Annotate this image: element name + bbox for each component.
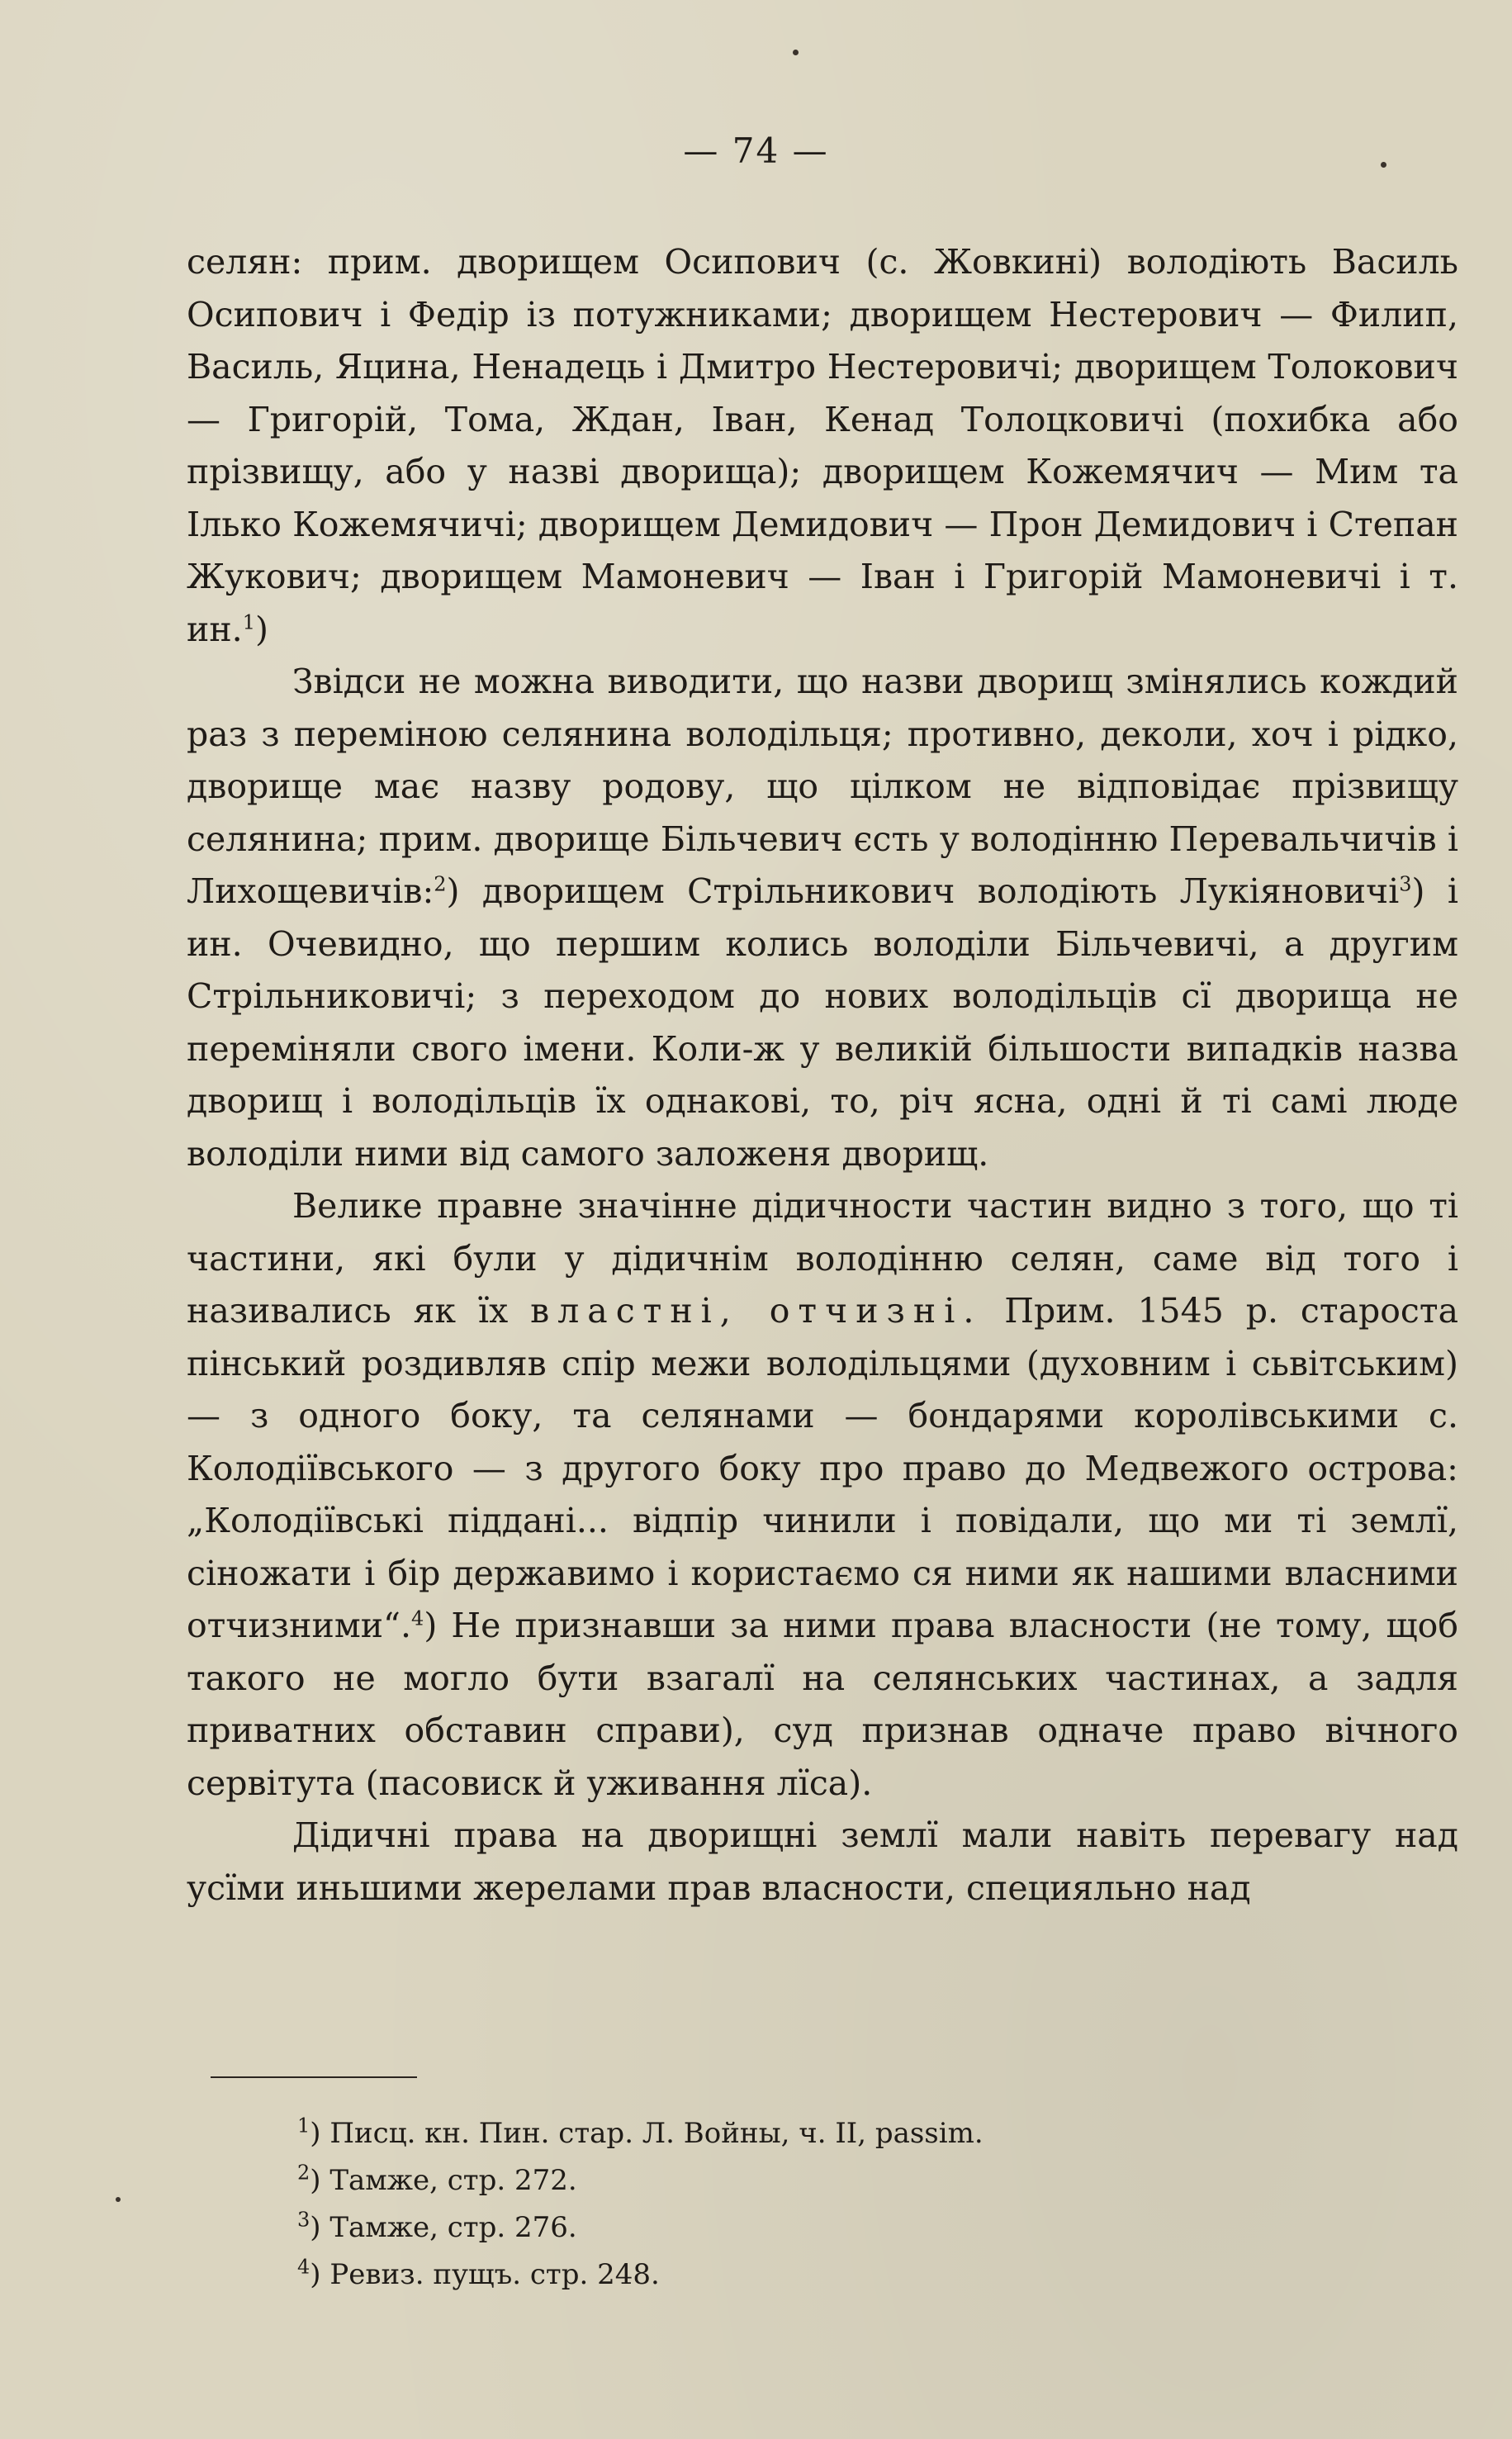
paragraph-4-text: Дідичні права на дворищні землї мали навіть перевагу над усїми иньшими жерелами прав власности, специяльно над <box>187 1815 1458 1908</box>
footnote-text: ) Тамже, стр. 276. <box>310 2211 577 2244</box>
footnote-mark: 2 <box>297 2161 310 2185</box>
footnote-text: ) Ревиз. пущъ. стр. 248. <box>310 2258 660 2291</box>
footnote-mark: 1 <box>297 2114 310 2138</box>
paragraph-4 <box>187 1810 1458 1915</box>
ink-speck <box>793 50 799 55</box>
ink-speck <box>116 2197 121 2202</box>
body-text <box>187 236 1458 1915</box>
paragraph-3-text-a: Велике правне значінне дідичности частин видно з того, що ті частини, які були у дідичнім володінню селян, саме від того і називались як їх <box>187 1186 1458 1331</box>
footnote-2 <box>297 2157 1371 2204</box>
footnote-1 <box>297 2110 1371 2157</box>
paragraph-3 <box>187 1180 1458 1810</box>
footnote-mark: 3 <box>297 2208 310 2232</box>
paragraph-2 <box>187 656 1458 1180</box>
paragraph-2-text-c: ) і ин. Очевидно, що першим колись володіли Більчевичі, а другим Стрільниковичі; з переходом до нових володільців сї дворища не переміняли свого імени. Коли-ж у великій більшости випадків назва дворищ і володільців їх однакові, то, річ ясна, одні й ті самі люде володіли ними від самого заложеня дворищ. <box>187 871 1458 1174</box>
footnote-ref-close: ) <box>446 871 460 911</box>
footnote-divider <box>211 2076 417 2078</box>
footnote-3 <box>297 2204 1371 2252</box>
paragraph-1 <box>187 236 1458 656</box>
emphasized-terms: властні, отчизні. <box>530 1291 983 1331</box>
footnote-4 <box>297 2252 1371 2299</box>
footnote-ref-2[interactable]: 2 <box>434 872 447 896</box>
footnote-ref-3[interactable]: 3 <box>1399 872 1412 896</box>
page-number: — 74 — <box>683 130 829 171</box>
paragraph-2-text-b: дворищем Стрільникович володіють Лукіяновичі <box>459 871 1400 911</box>
paragraph-2-text-a: Звідси не можна виводити, що назви дворищ змінялись кождий раз з переміною селянина володільця; противно, деколи, хоч і рідко, дворище має назву родову, що цілком не відповідає прізвищу селянина; прим. дворище Більчевич єсть у володінню Перевальчичів і Лихощевичів: <box>187 662 1458 911</box>
footnote-mark: 4 <box>297 2255 310 2279</box>
footnote-ref-close: ) <box>254 609 268 649</box>
footnotes <box>297 2110 1371 2299</box>
footnote-text: ) Писц. кн. Пин. стар. Л. Войны, ч. II, passim. <box>310 2117 984 2150</box>
footnote-ref-1[interactable]: 1 <box>242 610 255 633</box>
paragraph-3-text-b: Прим. 1545 р. староста пінський роздивляв спір межи володільцями (духовним і сьвітським) — з одного боку, та селянами — бондарями королівськими с. Колодіївського — з другого боку про право до Медвежого острова: „Колодіївські піддані... відпір чинили і повідали, що ми ті землї, сіножати і бір державимо і користаємо ся ними як нашими власними отчизними“. <box>187 1291 1459 1645</box>
footnote-ref-close: ) <box>424 1606 438 1645</box>
footnote-text: ) Тамже, стр. 272. <box>310 2164 577 2197</box>
paragraph-3-text-c: Не признавши за ними права власности (не тому, щоб такого не могло бути взагалї на селянських частинах, а задля приватних обставин справи), суд признав одначе право вічного сервітута (пасовиск й уживання лїса). <box>187 1606 1458 1803</box>
footnote-ref-4[interactable]: 4 <box>411 1606 424 1630</box>
paragraph-1-text: селян: прим. дворищем Осипович (с. Жовкині) володіють Василь Осипович і Федір із потужниками; дворищем Нестерович — Филип, Василь, Яцина, Ненадець і Дмитро Нестеровичі; дворищем Толокович — Григорій, Тома, Ждан, Іван, Кенад Толоцковичі (похибка або прізвищу, або у назві дворища); дворищем Кожемячич — Мим та Ілько Кожемячичі; дворищем Демидович — Прон Демидович і Степан Жукович; дворищем Мамоневич — Іван і Григорій Мамоневичі і т. ин. <box>187 242 1458 649</box>
